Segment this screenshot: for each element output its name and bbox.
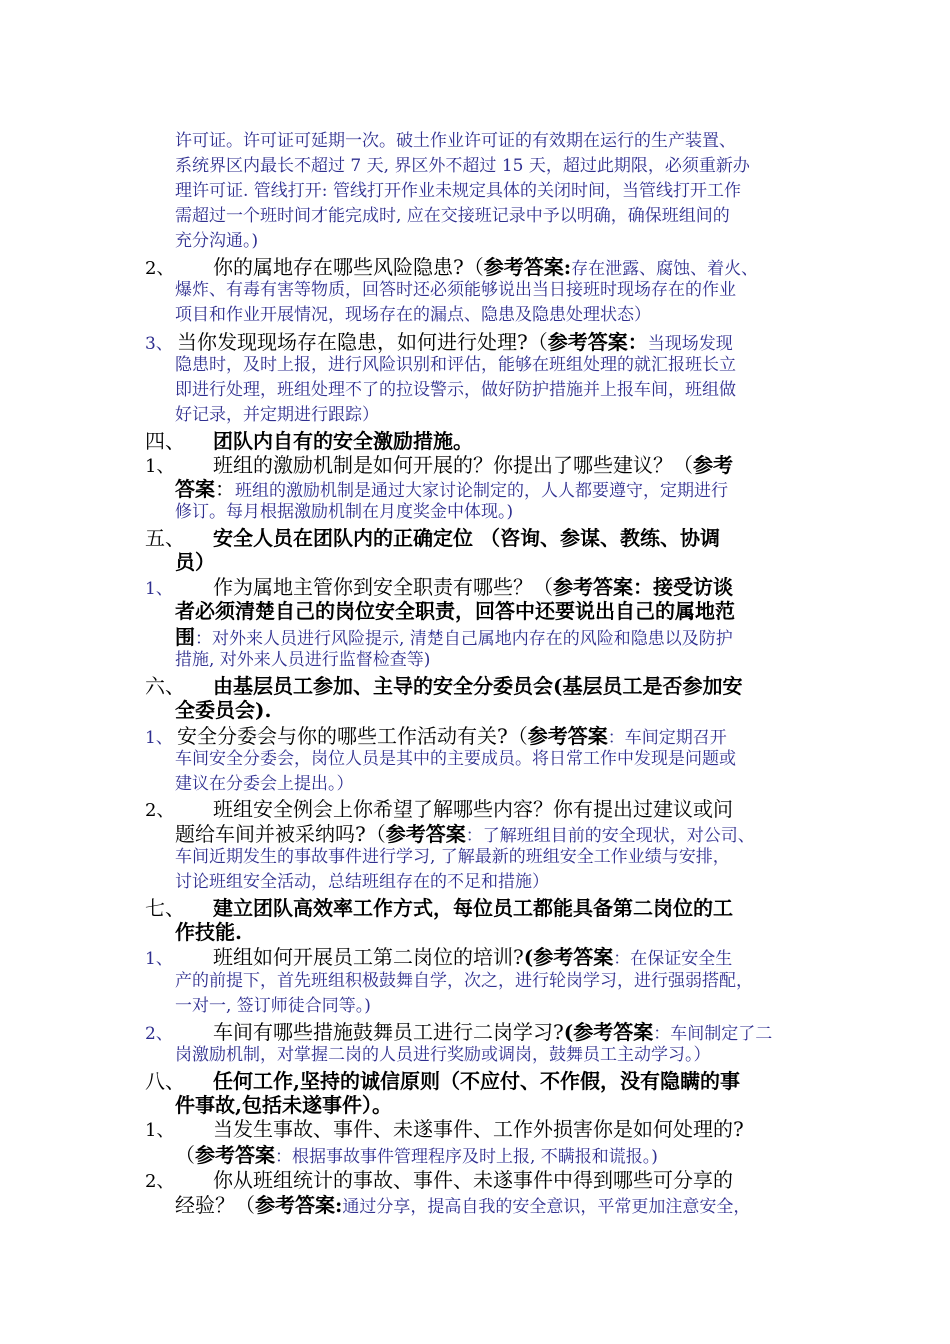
text-line bbox=[145, 1119, 744, 1140]
section-number: 七、 bbox=[145, 896, 185, 920]
bold-text: 参考答案 bbox=[385, 822, 466, 846]
question-text: 班组如何开展员工第二岗位的培训? bbox=[213, 945, 524, 969]
bold-text: (参考答案 bbox=[523, 945, 614, 969]
text-line bbox=[145, 257, 758, 278]
answer-text: 许可证。许可证可延期一次。破土作业许可证的有效期在运行的生产装置、 bbox=[175, 131, 736, 151]
item-number: 1、 bbox=[145, 456, 175, 477]
text-line bbox=[175, 282, 736, 299]
answer-text: 系统界区内最长不超过 7 天, 界区外不超过 15 天，超过此期限，必须重新办 bbox=[175, 156, 750, 176]
bold-text: 安全人员在团队内的正确定位 （咨询、参谋、教练、协调 bbox=[213, 526, 720, 550]
bold-text: 参考答案：接受访谈 bbox=[553, 575, 733, 599]
text-line bbox=[145, 799, 733, 820]
section-number: 六、 bbox=[145, 674, 185, 698]
text-line bbox=[175, 407, 379, 424]
bold-text: 参考答案： bbox=[547, 330, 648, 354]
bold-text: 答案 bbox=[175, 477, 215, 501]
answer-text: 好记录，并定期进行跟踪） bbox=[175, 405, 379, 425]
answer-text: ：根据事故事件管理程序及时上报, 不瞒报和谎报。) bbox=[275, 1147, 658, 1167]
text-line bbox=[175, 357, 736, 374]
section-number: 四、 bbox=[145, 429, 185, 453]
answer-text: 班组的激励机制是通过大家讨论制定的，人人都要遵守，定期进行 bbox=[235, 481, 728, 501]
answer-text: 理许可证. 管线打开: 管线打开作业未规定具体的关闭时间，当管线打开工作 bbox=[175, 181, 741, 201]
text-line bbox=[175, 158, 750, 175]
question-text: 你从班组统计的事故、事件、未遂事件中得到哪些可分享的 bbox=[213, 1168, 733, 1192]
text-line bbox=[145, 1071, 740, 1091]
text-line bbox=[175, 133, 736, 150]
question-text: 车间有哪些措施鼓舞员工进行二岗学习? bbox=[213, 1020, 564, 1044]
answer-text: 爆炸、有毒有害等物质，回答时还必须能够说出当日接班时现场存在的作业 bbox=[175, 280, 736, 300]
bold-text: 参考 bbox=[693, 453, 733, 477]
question-text: 当你发现现场存在隐患，如何进行处理?（ bbox=[177, 330, 548, 354]
text-line bbox=[175, 1195, 750, 1216]
question-text: 经验？（ bbox=[175, 1193, 255, 1217]
text-line bbox=[175, 233, 258, 250]
bold-text: 团队内自有的安全激励措施。 bbox=[213, 429, 473, 453]
item-number: 2、 bbox=[145, 1024, 173, 1044]
text-line bbox=[175, 601, 735, 621]
question-text: 你的属地存在哪些风险隐患?（ bbox=[213, 255, 484, 279]
text-line bbox=[145, 431, 473, 451]
section-number: 八、 bbox=[145, 1069, 185, 1093]
text-line bbox=[175, 751, 736, 768]
text-line bbox=[175, 776, 354, 793]
text-line bbox=[175, 922, 242, 942]
answer-text: 即进行处理，班组处理不了的拉设警示，做好防护措施并上报车间，班组做 bbox=[175, 380, 736, 400]
bold-text: (参考答案 bbox=[563, 1020, 654, 1044]
question-text: 班组的激励机制是如何开展的？你提出了哪些建议？（ bbox=[213, 453, 693, 477]
bold-text: 参考答案 bbox=[527, 724, 608, 748]
text-line bbox=[175, 973, 753, 990]
text-line bbox=[175, 1145, 658, 1166]
bold-text: 参考答案: bbox=[483, 255, 572, 279]
answer-text: 措施, 对外来人员进行监督检查等) bbox=[175, 650, 431, 670]
bold-text: 件事故,包括未遂事件）。 bbox=[175, 1093, 392, 1117]
bold-text: 任何工作,坚持的诚信原则（不应付、不作假，没有隐瞒的事 bbox=[213, 1069, 740, 1093]
text-line bbox=[175, 874, 549, 891]
answer-text: 项目和作业开展情况，现场存在的漏点、隐患及隐患处理状态） bbox=[175, 305, 651, 325]
text-line bbox=[175, 307, 651, 324]
question-text: （ bbox=[175, 1143, 195, 1167]
answer-text: 岗激励机制，对掌握二岗的人员进行奖励或调岗，鼓舞员工主动学习。） bbox=[175, 1045, 711, 1065]
text-line bbox=[175, 1047, 711, 1064]
text-line bbox=[175, 652, 430, 669]
item-number: 3、 bbox=[145, 334, 173, 354]
answer-text: 需超过一个班时间才能完成时, 应在交接班记录中予以明确，确保班组间的 bbox=[175, 206, 730, 226]
question-text: 班组安全例会上你希望了解哪些内容？你有提出过建议或问 bbox=[213, 797, 733, 821]
text-line bbox=[175, 998, 371, 1015]
text-line bbox=[145, 1170, 733, 1191]
item-number: 1、 bbox=[145, 1120, 175, 1141]
text-line bbox=[175, 700, 271, 720]
bold-text: 参考答案 bbox=[195, 1143, 275, 1167]
text-line bbox=[145, 455, 733, 476]
text-line bbox=[175, 1095, 392, 1115]
text-line bbox=[175, 627, 733, 648]
text-line bbox=[145, 898, 733, 918]
section-number: 五、 bbox=[145, 526, 185, 550]
text-line bbox=[145, 528, 720, 548]
text-line bbox=[145, 577, 733, 598]
answer-text: 讨论班组安全活动，总结班组存在的不足和措施） bbox=[175, 872, 549, 892]
bold-text: 作技能. bbox=[175, 920, 242, 944]
answer-text: ：在保证安全生 bbox=[613, 949, 733, 969]
item-number: 2、 bbox=[145, 800, 175, 821]
text-line bbox=[145, 726, 727, 747]
answer-text: 存在泄露、腐蚀、着火、 bbox=[571, 259, 759, 279]
text-line bbox=[175, 183, 741, 200]
item-number: 1、 bbox=[145, 728, 173, 748]
text-line bbox=[175, 824, 755, 845]
answer-text: 通过分享，提高自我的安全意识，平常更加注意安全， bbox=[342, 1197, 751, 1217]
text-line bbox=[145, 332, 733, 353]
answer-text: 当现场发现 bbox=[647, 334, 733, 354]
answer-text: ：了解班组目前的安全现状，对公司、 bbox=[465, 826, 755, 846]
bold-text: 参考答案: bbox=[255, 1193, 343, 1217]
text-line bbox=[145, 1022, 772, 1043]
bold-text: 建立团队高效率工作方式，每位员工都能具备第二岗位的工 bbox=[213, 896, 733, 920]
item-number: 1、 bbox=[145, 579, 173, 599]
answer-text: 充分沟通。) bbox=[175, 231, 259, 251]
bold-text: 员） bbox=[175, 550, 215, 574]
text-line bbox=[175, 479, 728, 500]
text-line bbox=[175, 849, 730, 866]
bold-text: 者必须清楚自己的岗位安全职责，回答中还要说出自己的属地范 bbox=[175, 599, 735, 623]
question-text: 题给车间并被采纳吗?（ bbox=[175, 822, 386, 846]
text-line bbox=[175, 504, 513, 521]
bold-text: 全委员会). bbox=[175, 698, 272, 722]
item-number: 1、 bbox=[145, 949, 173, 969]
text-line bbox=[175, 552, 215, 572]
question-text: 当发生事故、事件、未遂事件、工作外损害你是如何处理的? bbox=[213, 1117, 744, 1141]
answer-text: 车间近期发生的事故事件进行学习, 了解最新的班组安全工作业绩与安排， bbox=[175, 847, 730, 867]
answer-text: ：对外来人员进行风险提示, 清楚自己属地内存在的风险和隐患以及防护 bbox=[195, 629, 733, 649]
question-text: 作为属地主管你到安全职责有哪些？（ bbox=[213, 575, 553, 599]
bold-text: 由基层员工参加、主导的安全分委员会(基层员工是否参加安 bbox=[213, 674, 743, 698]
answer-text: ：车间定期召开 bbox=[607, 728, 727, 748]
answer-text: 修订。每月根据激励机制在月度奖金中体现。) bbox=[175, 502, 514, 522]
answer-text: ：车间制定了二 bbox=[653, 1024, 773, 1044]
answer-text: 车间安全分委会，岗位人员是其中的主要成员。将日常工作中发现是问题或 bbox=[175, 749, 736, 769]
bold-text: 围 bbox=[175, 625, 195, 649]
question-text: 安全分委会与你的哪些工作活动有关?（ bbox=[177, 724, 528, 748]
answer-text: 一对一, 签订师徒合同等。) bbox=[175, 996, 371, 1016]
answer-text: 隐患时，及时上报，进行风险识别和评估，能够在班组处理的就汇报班长立 bbox=[175, 355, 736, 375]
text-line bbox=[175, 208, 730, 225]
text-line bbox=[175, 382, 736, 399]
item-number: 2、 bbox=[145, 258, 175, 279]
question-text: ： bbox=[215, 477, 235, 501]
item-number: 2、 bbox=[145, 1171, 175, 1192]
text-line bbox=[145, 947, 732, 968]
answer-text: 产的前提下，首先班组积极鼓舞自学，次之，进行轮岗学习，进行强弱搭配， bbox=[175, 971, 753, 991]
answer-text: 建议在分委会上提出。） bbox=[175, 774, 354, 794]
text-line bbox=[145, 676, 742, 696]
